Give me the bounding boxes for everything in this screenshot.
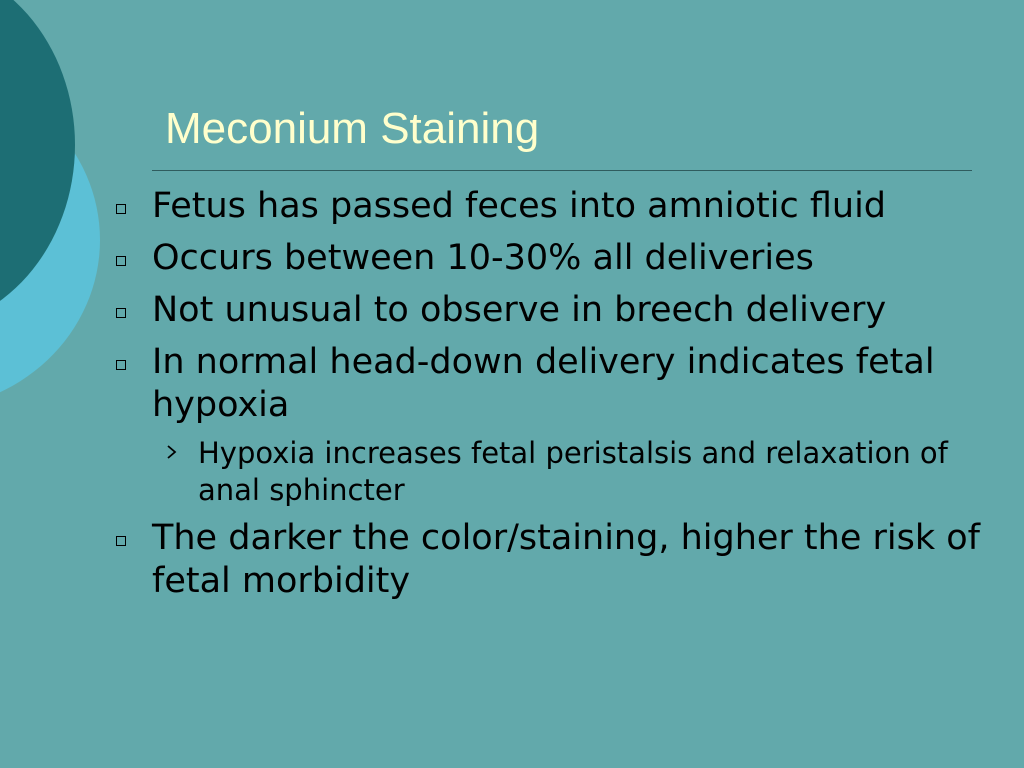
bullet-item [112, 185, 1002, 228]
bullet-item [112, 289, 1002, 332]
chevron-right-icon [166, 445, 178, 459]
bullet-text: In normal head-down delivery indicates fetal hypoxia [152, 342, 935, 425]
hollow-square-bullet-icon [116, 204, 126, 214]
bullet-item [112, 341, 1002, 427]
bullet-item [112, 517, 1002, 603]
hollow-square-bullet-icon [116, 308, 126, 318]
slide-title: Meconium Staining [165, 104, 540, 153]
hollow-square-bullet-icon [116, 360, 126, 370]
hollow-square-bullet-icon [116, 536, 126, 546]
hollow-square-bullet-icon [116, 256, 126, 266]
bullet-item [112, 237, 1002, 280]
bullet-text: Fetus has passed feces into amniotic fluid [152, 186, 887, 226]
bullet-text: Not unusual to observe in breech delivery [152, 290, 887, 330]
bullet-text: The darker the color/staining, higher the risk of fetal morbidity [152, 518, 980, 601]
title-divider [152, 170, 972, 171]
bullet-text: Occurs between 10-30% all deliveries [152, 238, 814, 278]
sub-bullet-item [112, 435, 1002, 509]
bullet-list [112, 185, 1002, 612]
sub-bullet-text: Hypoxia increases fetal peristalsis and relaxation of anal sphincter [198, 436, 948, 507]
